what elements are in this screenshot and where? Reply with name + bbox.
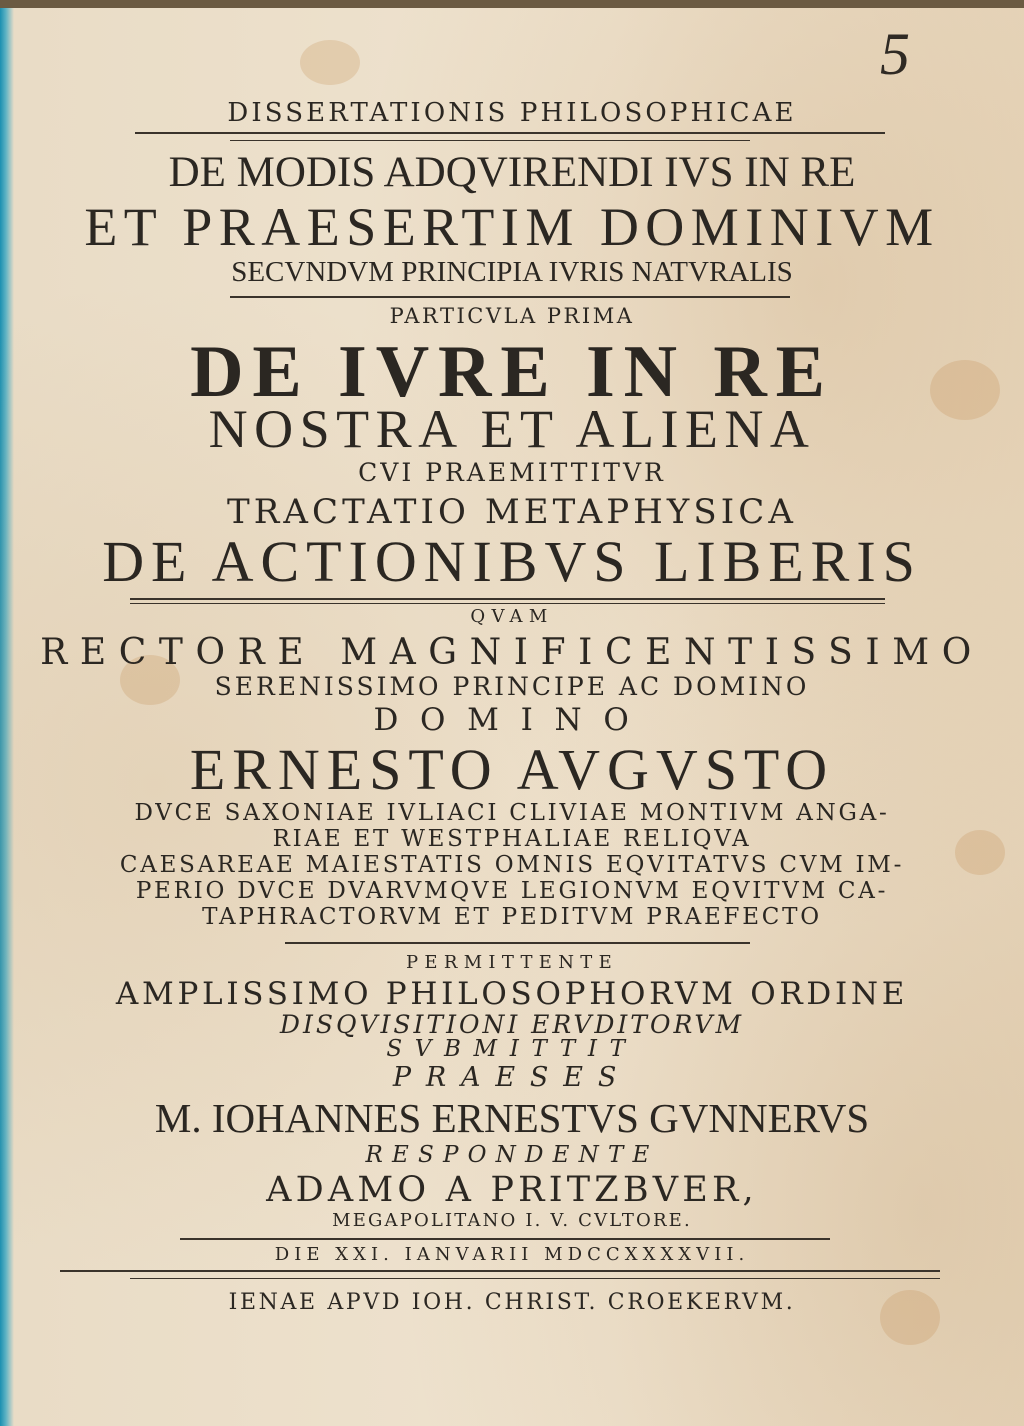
rule: [130, 1278, 940, 1279]
titles-line-5: TAPHRACTORVM ET PEDITVM PRAEFECTO: [202, 904, 822, 930]
permittente-line: PERMITTENTE: [405, 952, 619, 973]
rule: [60, 1270, 940, 1272]
rector-line: RECTORE MAGNIFICENTISSIMO: [40, 632, 984, 673]
disquisitioni-line: DISQVISITIONI ERVDITORVM: [279, 1010, 745, 1039]
praeses-label: PRAESES: [392, 1062, 632, 1093]
title-line-2: DE MODIS ADQVIRENDI IVS IN RE: [168, 149, 856, 196]
respondente-label: RESPONDENTE: [365, 1142, 659, 1168]
rule: [285, 942, 750, 944]
title-line-8: CVI PRAEMITTITVR: [358, 458, 666, 487]
submittit-line: SVBMITTIT: [386, 1036, 638, 1062]
foxing-stain: [300, 40, 360, 85]
ordine-line: AMPLISSIMO PHILOSOPHORVM ORDINE: [115, 976, 909, 1012]
titles-line-2: RIAE ET WESTPHALIAE RELIQVA: [272, 826, 752, 852]
quam-line: QVAM: [470, 606, 554, 627]
title-line-3: ET PRAESERTIM DOMINIVM: [84, 197, 940, 257]
ernesto-augusto-line: ERNESTO AVGVSTO: [189, 737, 835, 802]
title-line-10: DE ACTIONIBVS LIBERIS: [102, 529, 922, 594]
title-line-7: NOSTRA ET ALIENA: [208, 399, 816, 459]
date-line: DIE XXI. IANVARII MDCCXXXXVII.: [274, 1244, 750, 1265]
title-line-1: DISSERTATIONIS PHILOSOPHICAE: [227, 98, 797, 128]
handwritten-shelf-mark: 5: [880, 21, 910, 87]
rule: [180, 1238, 830, 1240]
praeses-name: M. IOHANNES ERNESTVS GVNNERVS: [154, 1095, 870, 1141]
page-top-edge: [0, 0, 1024, 8]
respondent-description: MEGAPOLITANO I. V. CVLTORE.: [332, 1210, 692, 1231]
title-line-6: DE IVRE IN RE: [190, 331, 834, 413]
title-line-9: TRACTATIO METAPHYSICA: [226, 492, 798, 532]
title-line-5: PARTICVLA PRIMA: [389, 304, 635, 328]
rule: [135, 132, 885, 134]
serenissimo-line: SERENISSIMO PRINCIPE AC DOMINO: [214, 672, 810, 701]
respondent-name: ADAMO A PRITZBVER,: [266, 1170, 758, 1210]
rule: [230, 140, 750, 141]
rule: [230, 296, 790, 298]
titles-line-3: CAESAREAE MAIESTATIS OMNIS EQVITATVS CVM IM-: [119, 852, 905, 878]
titles-line-1: DVCE SAXONIAE IVLIACI CLIVIAE MONTIVM ANGA-: [134, 800, 890, 826]
domino-line: DOMINO: [373, 702, 651, 738]
titles-line-4: PERIO DVCE DVARVMQVE LEGIONVM EQVITVM CA-: [135, 878, 889, 904]
double-rule: [130, 598, 885, 604]
imprint-line: IENAE APVD IOH. CHRIST. CROEKERVM.: [228, 1290, 796, 1315]
title-line-4: SECVNDVM PRINCIPIA IVRIS NATVRALIS: [231, 256, 793, 288]
